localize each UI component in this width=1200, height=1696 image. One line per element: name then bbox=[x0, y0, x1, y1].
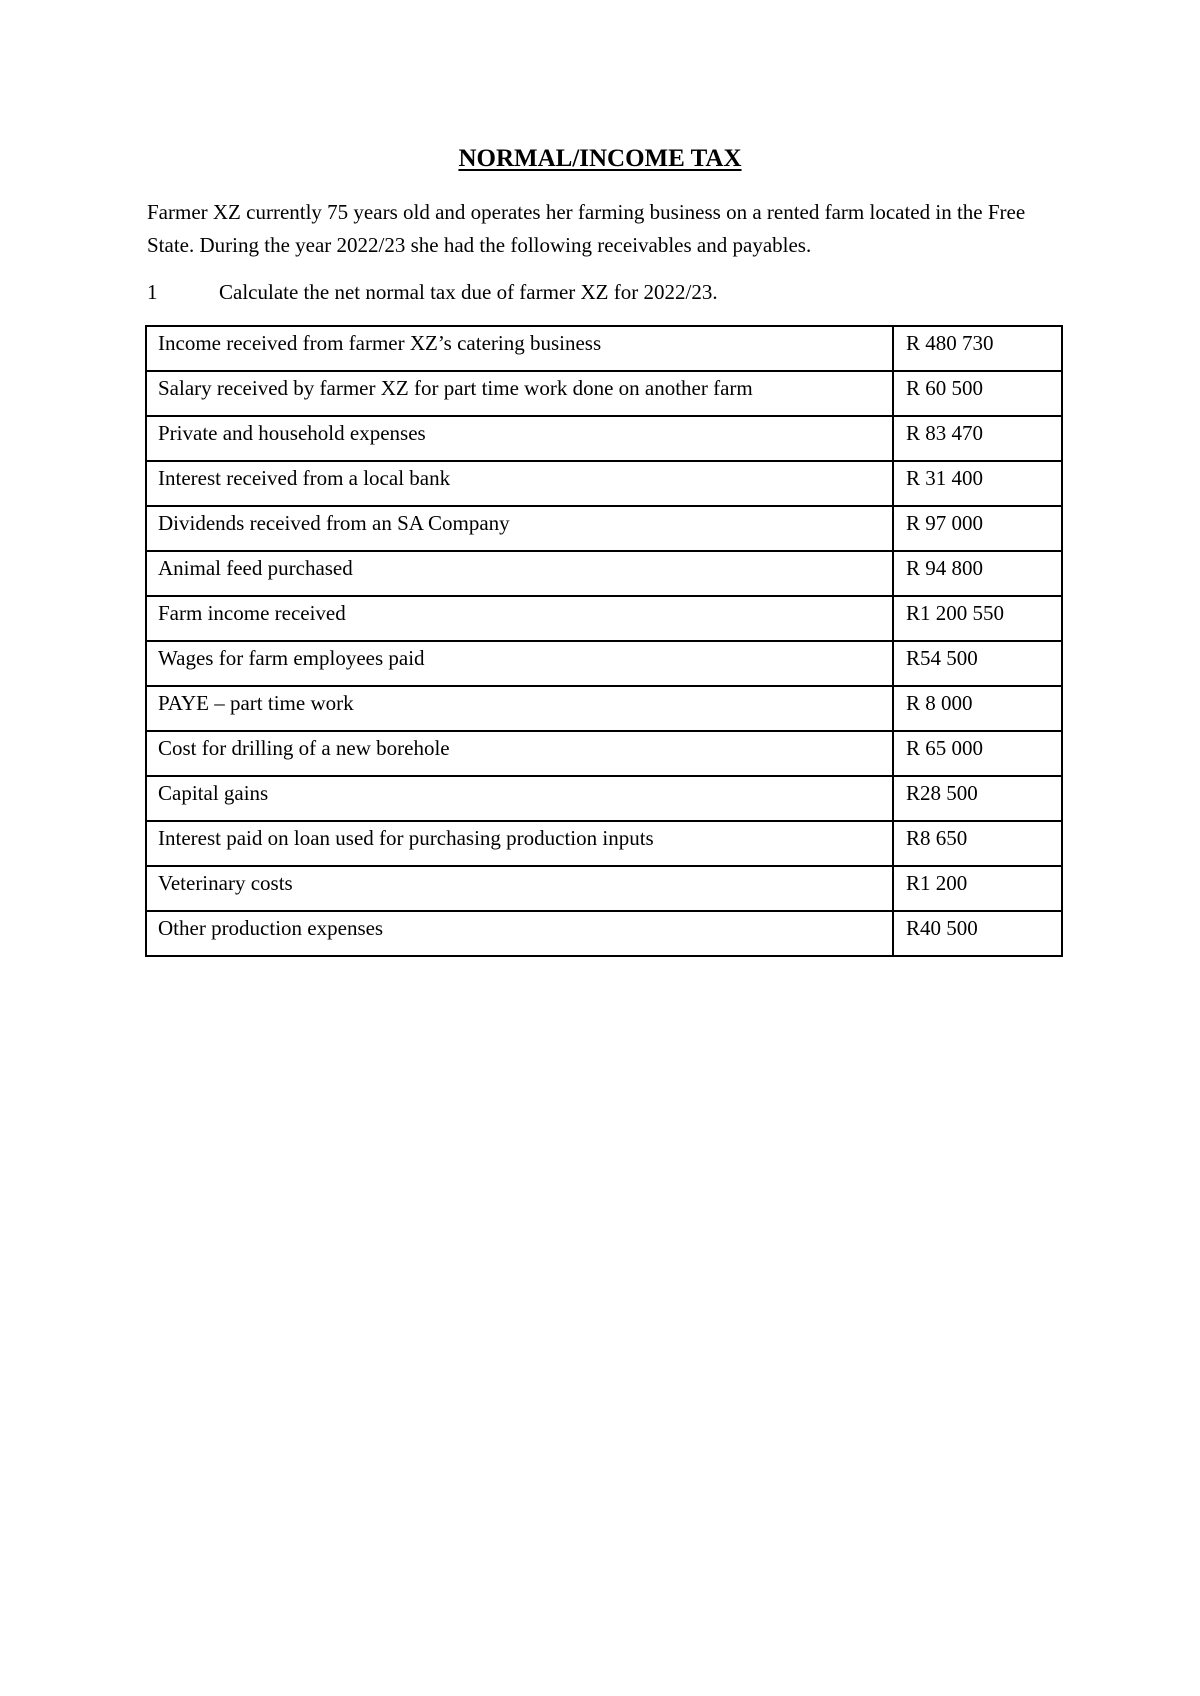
item-amount: R1 200 bbox=[893, 866, 1062, 911]
item-description: Wages for farm employees paid bbox=[146, 641, 893, 686]
item-description: Farm income received bbox=[146, 596, 893, 641]
table-row bbox=[146, 506, 1062, 551]
table-row bbox=[146, 776, 1062, 821]
question-text: Calculate the net normal tax due of farmer XZ for 2022/23. bbox=[219, 280, 718, 304]
item-description: Income received from farmer XZ’s catering business bbox=[146, 326, 893, 371]
question-line bbox=[147, 277, 718, 307]
table-row bbox=[146, 866, 1062, 911]
item-amount: R28 500 bbox=[893, 776, 1062, 821]
item-amount: R 65 000 bbox=[893, 731, 1062, 776]
table-row bbox=[146, 596, 1062, 641]
table-row bbox=[146, 821, 1062, 866]
item-description: Interest received from a local bank bbox=[146, 461, 893, 506]
table-row bbox=[146, 416, 1062, 461]
item-amount: R 480 730 bbox=[893, 326, 1062, 371]
receivables-payables-table bbox=[145, 325, 1063, 957]
intro-paragraph: Farmer XZ currently 75 years old and operates her farming business on a rented farm located in the Free State. During the year 2022/23 she had the following receivables and payables. bbox=[147, 200, 1026, 257]
table-row bbox=[146, 911, 1062, 956]
table-row bbox=[146, 326, 1062, 371]
item-description: Interest paid on loan used for purchasing production inputs bbox=[146, 821, 893, 866]
table-row bbox=[146, 641, 1062, 686]
page-title: NORMAL/INCOME TAX bbox=[458, 145, 742, 172]
item-amount: R 31 400 bbox=[893, 461, 1062, 506]
question-number: 1 bbox=[147, 280, 158, 304]
table-row bbox=[146, 371, 1062, 416]
item-amount: R 94 800 bbox=[893, 551, 1062, 596]
item-description: Salary received by farmer XZ for part time work done on another farm bbox=[146, 371, 893, 416]
item-description: PAYE – part time work bbox=[146, 686, 893, 731]
item-amount: R54 500 bbox=[893, 641, 1062, 686]
item-amount: R1 200 550 bbox=[893, 596, 1062, 641]
item-amount: R 8 000 bbox=[893, 686, 1062, 731]
item-description: Dividends received from an SA Company bbox=[146, 506, 893, 551]
item-description: Private and household expenses bbox=[146, 416, 893, 461]
table-row bbox=[146, 551, 1062, 596]
table-row bbox=[146, 461, 1062, 506]
item-amount: R40 500 bbox=[893, 911, 1062, 956]
item-amount: R 60 500 bbox=[893, 371, 1062, 416]
item-description: Other production expenses bbox=[146, 911, 893, 956]
item-amount: R8 650 bbox=[893, 821, 1062, 866]
table-row bbox=[146, 686, 1062, 731]
item-description: Animal feed purchased bbox=[146, 551, 893, 596]
item-amount: R 97 000 bbox=[893, 506, 1062, 551]
table-row bbox=[146, 731, 1062, 776]
item-description: Veterinary costs bbox=[146, 866, 893, 911]
item-amount: R 83 470 bbox=[893, 416, 1062, 461]
item-description: Capital gains bbox=[146, 776, 893, 821]
item-description: Cost for drilling of a new borehole bbox=[146, 731, 893, 776]
